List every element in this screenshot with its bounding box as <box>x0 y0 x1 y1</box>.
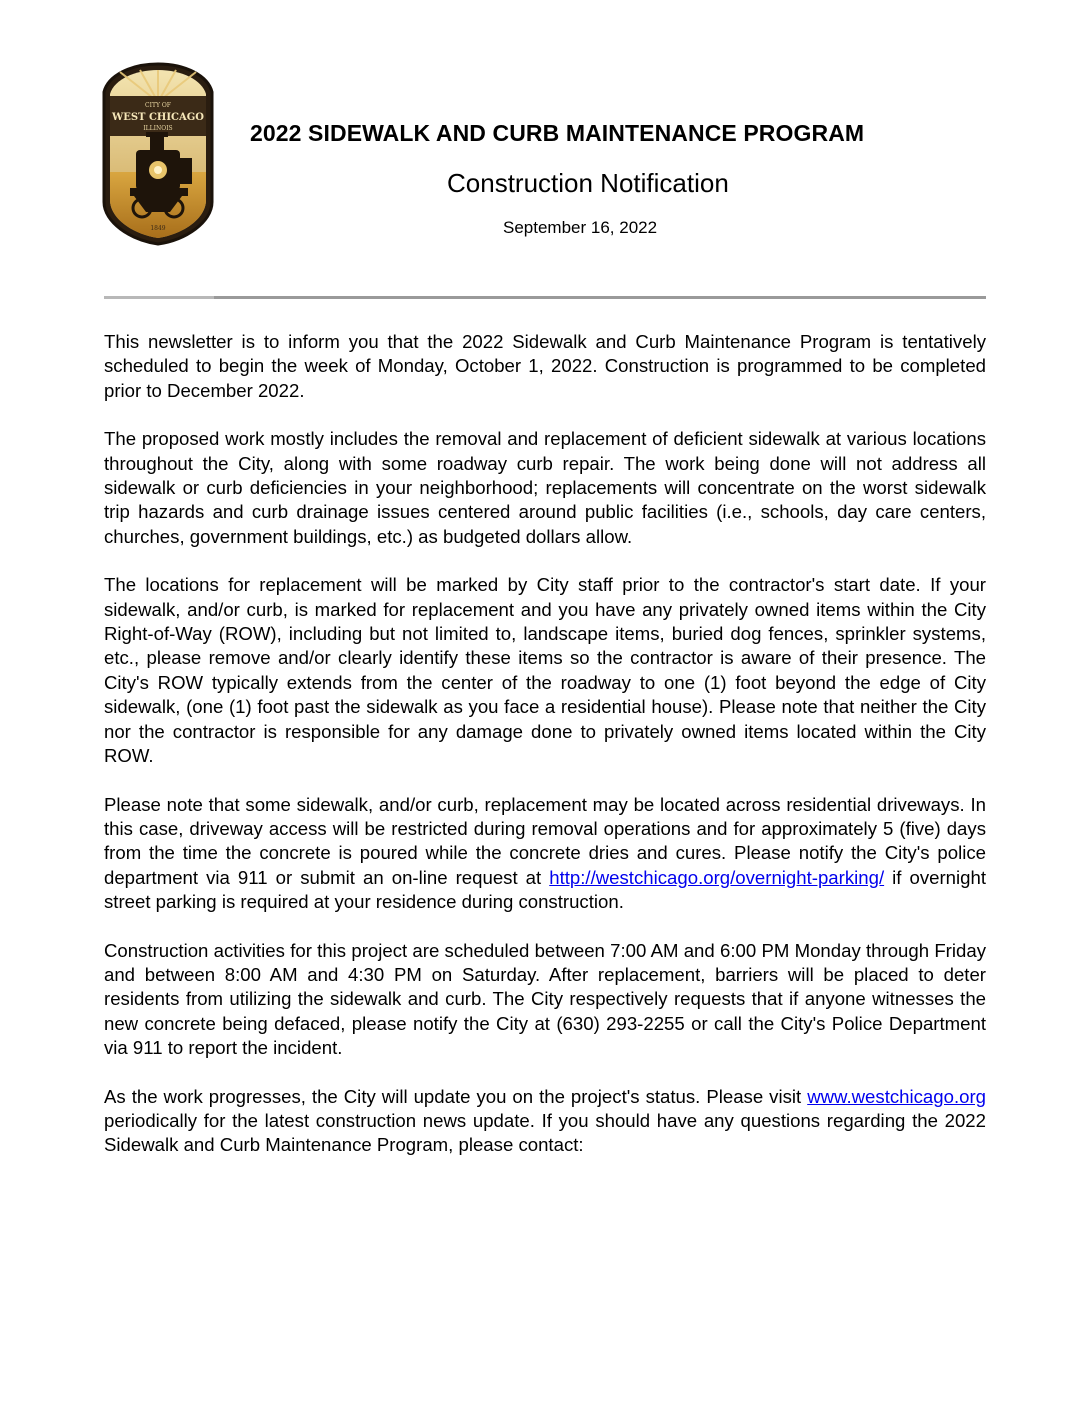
paragraph-scope: The proposed work mostly includes the removal and replacement of deficient sidewalk at various locations throughout the City, along with some roadway curb repair. The work being done will not address all sidewalk or curb deficiencies in your neighborhood; replacements will concentrate on the worst sidewalk trip hazards and curb drainage issues centered around public facilities (i.e., schools, day care centers, churches, government buildings, etc.) as budgeted dollars allow. <box>104 428 986 547</box>
document-date: September 16, 2022 <box>503 218 658 237</box>
paragraph-hours: Construction activities for this project are scheduled between 7:00 AM and 6:00 PM Monday through Friday and between 8:00 AM and 4:30 PM on Saturday. After replacement, barriers will be placed to deter residents from utilizing the sidewalk and curb. The City respectively requests that if anyone witnesses the new concrete being defaced, please notify the City at (630) 293-2255 or call the City's Police Department via 911 to report the incident. <box>104 939 986 1059</box>
paragraph-driveways-text-a: Please note that some sidewalk, and/or curb, replacement may be located across residential driveways. In this case, driveway access will be restricted during removal operations and for approximately 5 (five) days from the time the concrete is poured while the concrete dries and cures. Please notify the City's police department via 911 or submit an on-line request at <box>104 793 986 888</box>
paragraph-schedule: This newsletter is to inform you that the 2022 Sidewalk and Curb Maintenance Program is tentatively scheduled to begin the week of Monday, October 1, 2022. Construction is programmed to be completed prior to December 2022. <box>104 331 986 401</box>
overnight-parking-link[interactable]: http://westchicago.org/overnight-parking/ <box>549 866 885 888</box>
logo-text-line3: ILLINOIS <box>143 125 173 132</box>
west-chicago-seal-icon <box>100 62 216 246</box>
logo-year: 1849 <box>150 225 166 232</box>
paragraph-driveways <box>104 793 986 915</box>
document-subtitle: Construction Notification <box>447 168 729 198</box>
paragraph-contact-text-b: periodically for the latest construction news update. If you should have any questions regarding the 2022 Sidewalk and Curb Maintenance Program, please contact: <box>104 1109 986 1156</box>
logo-text-line1: CITY OF <box>145 102 171 109</box>
city-logo <box>100 62 216 246</box>
document-body <box>104 330 986 1182</box>
paragraph-driveways-text-b: if overnight street parking is required at your residence during construction. <box>104 866 986 913</box>
paragraph-contact-text-a: As the work progresses, the City will update you on the project's status. Please visit <box>104 1085 808 1107</box>
document-title: 2022 SIDEWALK AND CURB MAINTENANCE PROGRAM <box>250 120 865 146</box>
logo-text-line2: WEST CHICAGO <box>111 112 205 123</box>
header-divider <box>104 296 986 299</box>
paragraph-locations: The locations for replacement will be marked by City staff prior to the contractor's start date. If your sidewalk, and/or curb, is marked for replacement and you have any privately owned items within the City Right-of-Way (ROW), including but not limited to, landscape items, buried dog fences, sprinkler systems, etc., please remove and/or clearly identify these items so the contractor is aware of their presence. The City's ROW typically extends from the center of the roadway to one (1) foot beyond the edge of City sidewalk, (one (1) foot past the sidewalk as you face a residential house). Please note that neither the City nor the contractor is responsible for any damage done to privately owned items located within the City ROW. <box>104 574 986 767</box>
header-divider-accent <box>104 296 214 299</box>
website-link[interactable]: www.westchicago.org <box>807 1085 986 1107</box>
paragraph-contact <box>104 1085 986 1158</box>
